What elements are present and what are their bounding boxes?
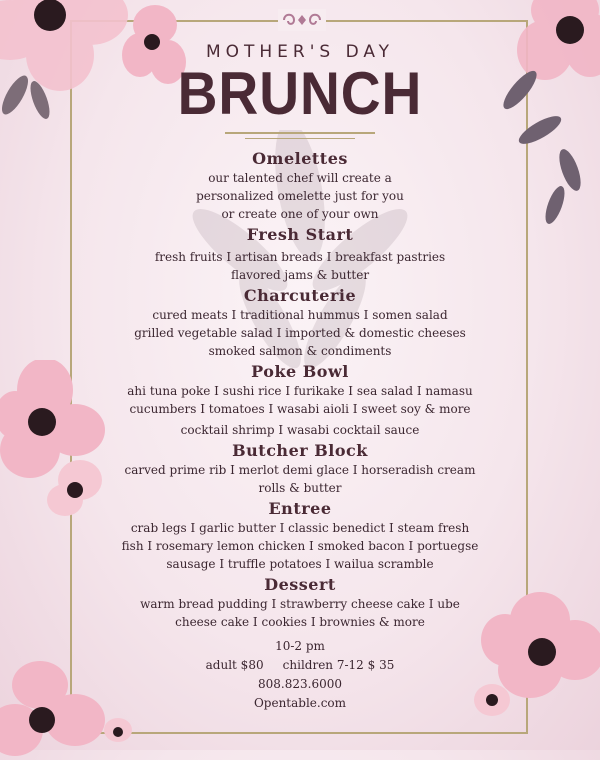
menu-section-charcuterie <box>90 286 510 360</box>
phone-text: 808.823.6000 <box>258 677 342 691</box>
menu-section-poke-bowl <box>90 362 510 439</box>
section-line: crab legs I garlic butter I classic benedict I steam fresh <box>130 521 470 535</box>
section-line: smoked salmon & condiments <box>208 344 392 358</box>
section-line: ahi tuna poke I sushi rice I furikake I sea salad I namasu <box>127 384 473 398</box>
section-title: Poke Bowl <box>251 362 349 381</box>
menu-section-entree <box>90 499 510 573</box>
title-divider-thin <box>245 138 355 139</box>
section-title: Dessert <box>264 575 336 594</box>
section-line: flavored jams & butter <box>230 268 370 282</box>
section-line: carved prime rib I merlot demi glace I horseradish cream <box>124 463 476 477</box>
section-line: cheese cake I cookies I brownies & more <box>175 615 425 629</box>
section-line: fish I rosemary lemon chicken I smoked bacon I portuegse <box>121 539 479 553</box>
section-title: Fresh Start <box>246 225 354 244</box>
menu-section-fresh-start <box>90 225 510 284</box>
section-line: rolls & butter <box>258 481 342 495</box>
section-line: personalized omelette just for you <box>196 189 404 203</box>
event-subtitle: MOTHER'S DAY <box>205 42 395 62</box>
menu-content <box>90 40 510 713</box>
section-title: Butcher Block <box>232 441 368 460</box>
hours-text: 10-2 pm <box>275 639 325 653</box>
section-line: sausage I truffle potatoes I wailua scramble <box>166 557 434 571</box>
section-line: fresh fruits I artisan breads I breakfast pastries <box>154 250 446 264</box>
section-title: Omelettes <box>252 149 348 168</box>
section-title: Entree <box>268 499 332 518</box>
menu-section-omelettes <box>90 149 510 223</box>
section-title: Charcuterie <box>243 286 357 305</box>
section-line: warm bread pudding I strawberry cheese cake I ube <box>140 597 460 611</box>
menu-section-dessert <box>90 575 510 631</box>
section-line: cucumbers I tomatoes I wasabi aioli I sweet soy & more <box>129 402 471 416</box>
ornament-icon <box>278 9 326 31</box>
menu-section-butcher-block <box>90 441 510 497</box>
section-line: or create one of your own <box>221 207 379 221</box>
section-line: grilled vegetable salad I imported & domestic cheeses <box>134 326 466 340</box>
brunch-details <box>90 637 510 713</box>
section-line: cured meats I traditional hummus I somen salad <box>152 308 448 322</box>
section-line: cocktail shrimp I wasabi cocktail sauce <box>180 423 420 437</box>
website-link[interactable]: Opentable.com <box>253 696 347 710</box>
section-line: our talented chef will create a <box>208 171 392 185</box>
title-divider <box>225 132 375 134</box>
prices-text: adult $80 children 7-12 $ 35 <box>205 658 395 672</box>
page-title: BRUNCH <box>177 60 423 127</box>
